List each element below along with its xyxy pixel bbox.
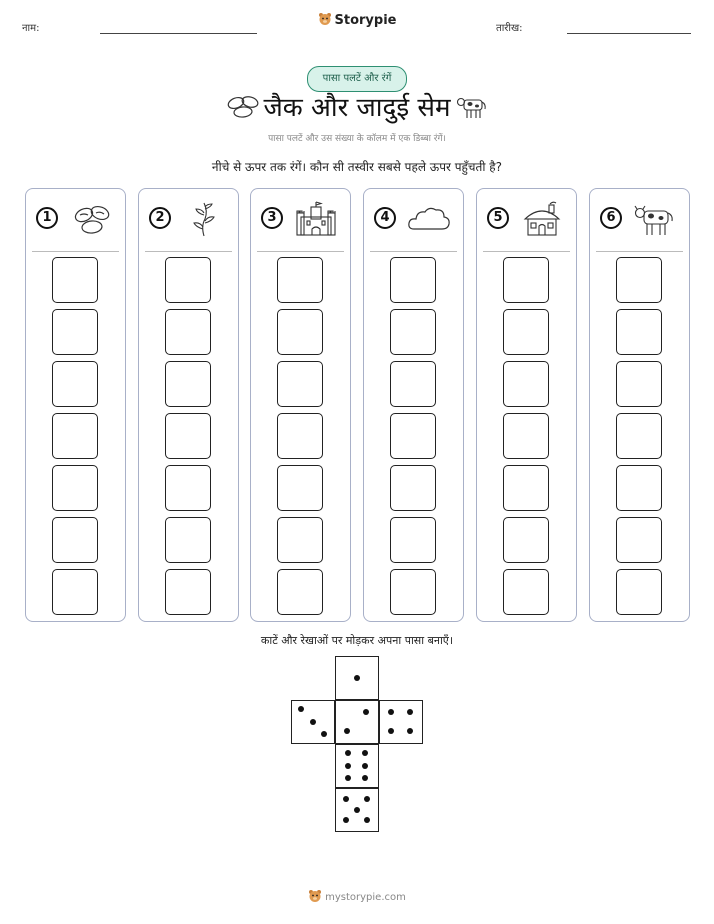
color-box[interactable] [277,517,323,563]
footer-url: mystorypie.com [325,892,406,903]
color-box[interactable] [52,413,98,459]
date-label: तारीख: [496,23,523,34]
die-pip [310,719,316,725]
date-line[interactable] [567,33,691,34]
die-face-3 [291,700,335,744]
dice-column-3 [250,188,351,622]
die-pip [344,728,350,734]
die-pip [343,796,349,802]
brand-name: Storypie [334,13,397,28]
color-box[interactable] [165,465,211,511]
color-box[interactable] [165,361,211,407]
color-box[interactable] [52,569,98,615]
color-box[interactable] [503,361,549,407]
beanstalk-icon [181,201,227,237]
die-pip [345,750,351,756]
name-label: नाम: [22,23,40,34]
color-box[interactable] [503,465,549,511]
column-number: 5 [487,207,509,229]
color-box[interactable] [503,517,549,563]
color-box[interactable] [503,309,549,355]
cut-instruction: काटें और रेखाओं पर मोड़कर अपना पासा बनाएँ। [260,634,454,647]
cloud-icon [406,201,452,237]
color-box[interactable] [390,569,436,615]
die-pip [362,763,368,769]
color-box[interactable] [277,413,323,459]
die-face-5 [335,788,379,832]
die-pip [407,709,413,715]
color-box[interactable] [616,361,662,407]
color-box[interactable] [616,309,662,355]
footer [0,889,714,903]
column-number: 2 [149,207,171,229]
color-box[interactable] [616,257,662,303]
color-box[interactable] [390,517,436,563]
color-box[interactable] [503,257,549,303]
die-pip [345,763,351,769]
cottage-icon [519,201,565,237]
color-box[interactable] [277,257,323,303]
column-divider [596,251,683,252]
die-pip [362,775,368,781]
color-box[interactable] [52,309,98,355]
die-pip [354,675,360,681]
cow-icon [456,94,488,120]
brand-logo [0,12,714,28]
instruction-text: नीचे से ऊपर तक रंगें। कौन सी तस्वीर सबसे पहले ऊपर पहुँचती है? [211,160,503,174]
cow-icon [632,201,678,237]
column-number: 4 [374,207,396,229]
color-box[interactable] [616,413,662,459]
die-pip [407,728,413,734]
color-box[interactable] [390,257,436,303]
activity-badge: पासा पलटें और रंगें [307,66,407,92]
color-box[interactable] [277,465,323,511]
die-pip [363,709,369,715]
color-box[interactable] [390,465,436,511]
color-box[interactable] [503,413,549,459]
column-number: 3 [261,207,283,229]
die-pip [321,731,327,737]
color-box[interactable] [165,517,211,563]
bear-icon [308,889,322,903]
die-face-1 [335,656,379,700]
column-divider [370,251,457,252]
castle-icon [293,201,339,237]
color-box[interactable] [52,517,98,563]
page-title: जैक और जादुई सेम [263,93,451,123]
die-pip [388,728,394,734]
column-divider [145,251,232,252]
color-box[interactable] [52,257,98,303]
color-box[interactable] [165,413,211,459]
page-subtitle: पासा पलटें और उस संख्या के कॉलम में एक डिब्बा रंगें। [268,134,446,144]
column-number: 6 [600,207,622,229]
die-pip [298,706,304,712]
color-box[interactable] [616,465,662,511]
dice-column-6 [589,188,690,622]
dice-column-1 [25,188,126,622]
color-box[interactable] [165,569,211,615]
die-pip [364,796,370,802]
dice-column-2 [138,188,239,622]
color-box[interactable] [52,361,98,407]
color-box[interactable] [165,309,211,355]
column-divider [483,251,570,252]
column-divider [257,251,344,252]
beans-icon [68,201,114,237]
color-box[interactable] [390,309,436,355]
color-box[interactable] [277,361,323,407]
bear-icon [318,12,332,26]
color-box[interactable] [277,309,323,355]
color-box[interactable] [616,569,662,615]
color-box[interactable] [277,569,323,615]
die-pip [343,817,349,823]
color-box[interactable] [390,413,436,459]
die-pip [362,750,368,756]
die-pip [364,817,370,823]
die-pip [345,775,351,781]
die-pip [354,807,360,813]
column-number: 1 [36,207,58,229]
die-face-6 [335,744,379,788]
name-line[interactable] [100,33,257,34]
color-box[interactable] [52,465,98,511]
color-box[interactable] [503,569,549,615]
color-box[interactable] [165,257,211,303]
color-box[interactable] [616,517,662,563]
die-face-2 [335,700,379,744]
die-pip [388,709,394,715]
die-face-4 [379,700,423,744]
dice-column-4 [363,188,464,622]
color-box[interactable] [390,361,436,407]
dice-column-5 [476,188,577,622]
column-divider [32,251,119,252]
